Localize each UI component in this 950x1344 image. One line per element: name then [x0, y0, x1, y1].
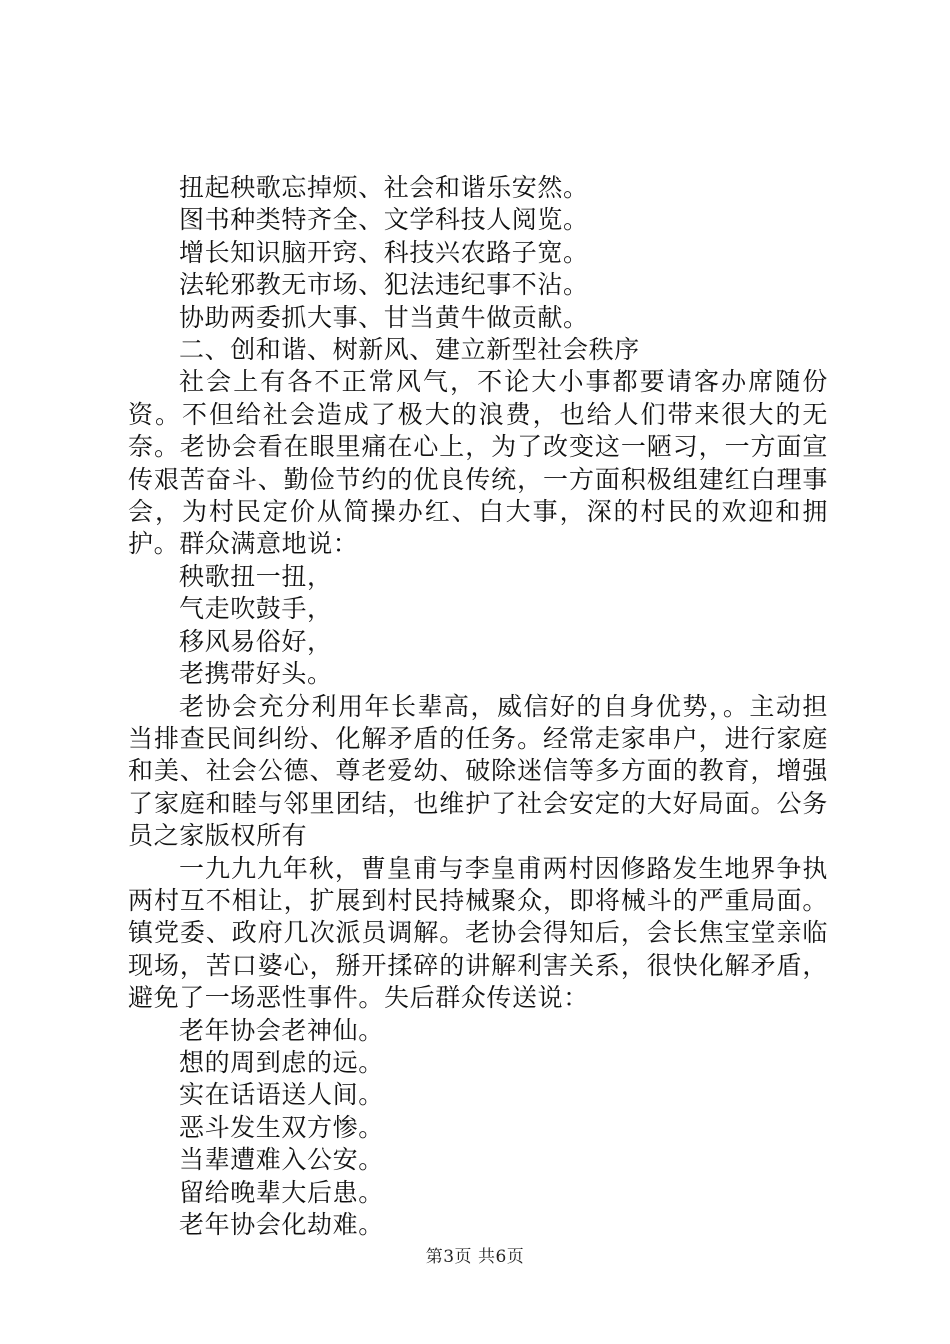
verse-line: 留给晚辈大后患。: [179, 1177, 384, 1207]
verse-line: 增长知识脑开窍、科技兴农路子宽。: [179, 237, 589, 267]
body-paragraph: 社会上有各不正常风气，不论大小事都要请客办席随份资。不但给社会造成了极大的浪费，也给人们带来很大的无奈。老协会看在眼里痛在心上，为了改变这一陋习，一方面宣传艰苦奋斗、勤俭节约的优良传统，一方面积极组建红白理事会，为村民定价从简操办红、白大事，深的村民的欢迎和拥护。群众满意地说：: [128, 367, 828, 559]
page-number-footer: 第3页 共6页: [425, 1247, 525, 1267]
body-paragraph: 一九九九年秋，曹皇甫与李皇甫两村因修路发生地界争执两村互不相让，扩展到村民持械聚众，即将械斗的严重局面。镇党委、政府几次派员调解。老协会得知后，会长焦宝堂亲临现场，苦口婆心，掰开揉碎的讲解利害关系，很快化解矛盾，避免了一场恶性事件。失后群众传送说：: [128, 853, 828, 1013]
verse-line: 实在话语送人间。: [179, 1080, 384, 1110]
verse-line: 法轮邪教无市场、犯法违纪事不沾。: [179, 270, 589, 300]
section-heading: 二、创和谐、树新风、建立新型社会秩序: [179, 335, 640, 365]
verse-line: 老年协会化劫难。: [179, 1210, 384, 1239]
verse-line: 气走吹鼓手，: [179, 594, 333, 624]
verse-line: 扭起秧歌忘掉烦、社会和谐乐安然。: [179, 173, 589, 202]
verse-line: 老年协会老神仙。: [179, 1015, 384, 1045]
verse-line: 协助两委抓大事、甘当黄牛做贡献。: [179, 302, 589, 332]
verse-line: 想的周到虑的远。: [179, 1047, 384, 1077]
verse-line: 恶斗发生双方惨。: [179, 1112, 384, 1142]
document-body: [128, 172, 828, 1241]
verse-line: 老携带好头。: [179, 659, 333, 689]
verse-line: 秧歌扭一扭，: [179, 561, 333, 591]
verse-line: 图书种类特齐全、文学科技人阅览。: [179, 205, 589, 235]
body-paragraph: 老协会充分利用年长辈高，威信好的自身优势，。主动担当排查民间纠纷、化解矛盾的任务。经常走家串户，进行家庭和美、社会公德、尊老爱幼、破除迷信等多方面的教育，增强了家庭和睦与邻里团结，也维护了社会安定的大好局面。公务员之家版权所有: [128, 691, 828, 851]
verse-line: 当辈遭难入公安。: [179, 1145, 384, 1175]
verse-line: 移风易俗好，: [179, 626, 333, 656]
